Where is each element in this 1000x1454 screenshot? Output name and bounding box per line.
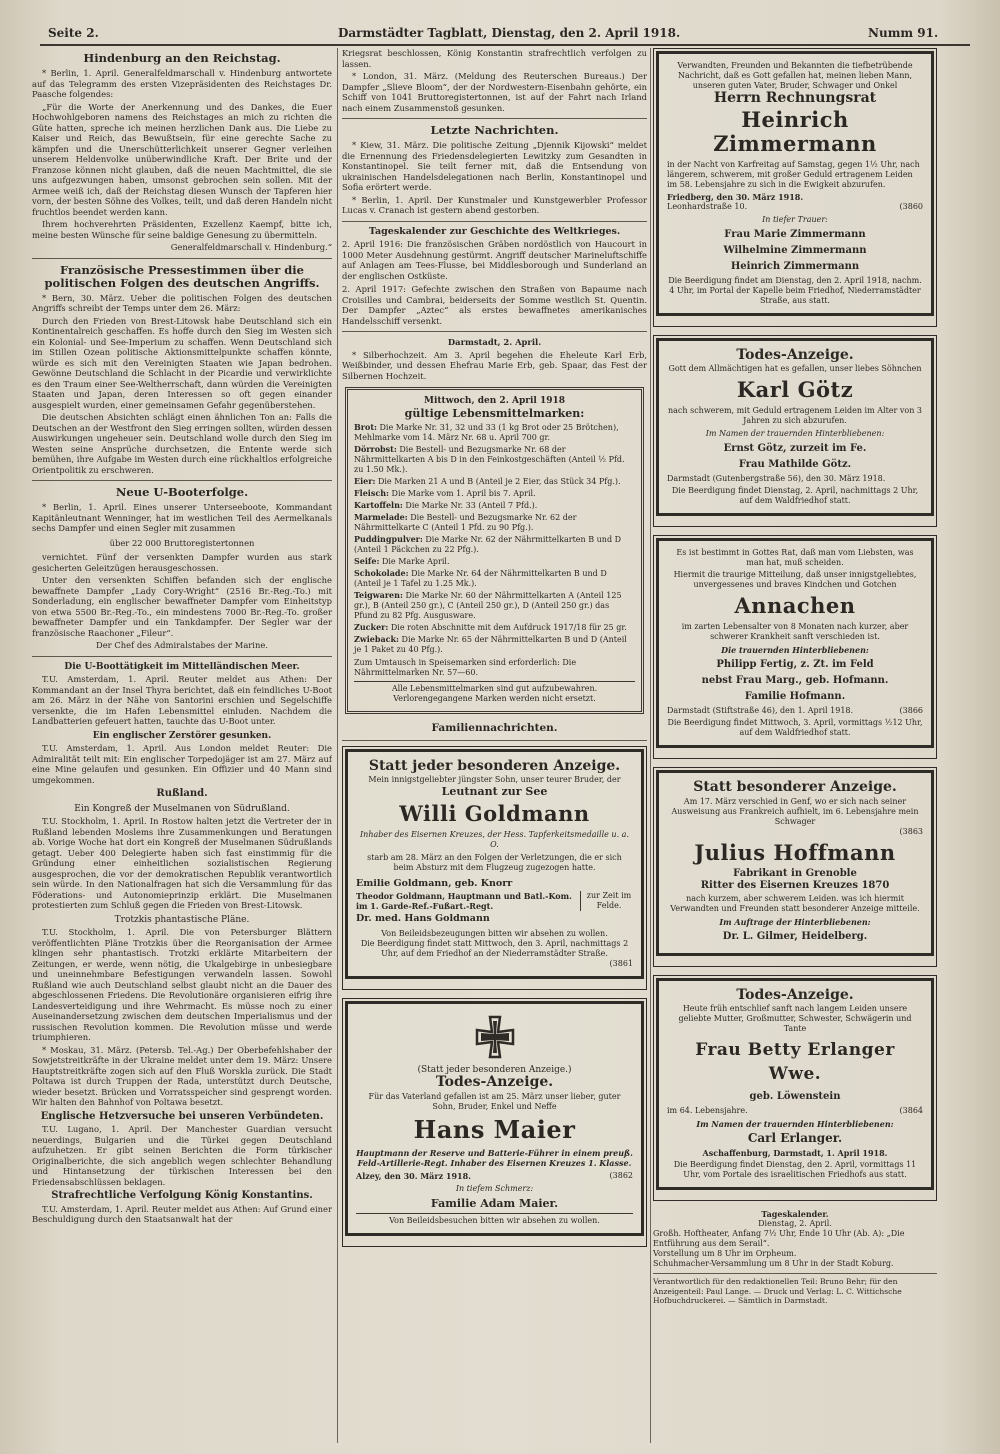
article-highlight: über 22 000 Bruttoregistertonnen bbox=[109, 537, 255, 548]
notice-pre: (Statt jeder besonderen Anzeige.) bbox=[417, 1065, 572, 1075]
article-heading: Neue U-Booterfolge. bbox=[115, 485, 249, 499]
calendar-item: 2. April 1916: Die französischen Gräben nordöstlich von Haucourt in 1000 Meter Ausdehnung gestürmt. Angriff deutscher Marineluftschiffe auf Anlagen am Tees-Flusse, bei Middlesborough und Sunderland an der englischen Ostküste. bbox=[342, 239, 647, 281]
food-row bbox=[354, 444, 635, 475]
death-notice-goldmann bbox=[342, 746, 647, 990]
article-paragraph: T.U. Amsterdam, 1. April. Aus London meldet Reuter: Die Admiralität teilt mit: Ein englischer Torpedojäger ist am 27. März auf eine Mine gelaufen und gesunken. Ein Offizier und 40 Mann sind umgekommen. bbox=[32, 743, 332, 785]
notice-desc: Inhaber des Eisernen Kreuzes, der Hess. Tapferkeitsmedaille u. a. O. bbox=[360, 829, 629, 849]
food-title: gültige Lebensmittelmarken: bbox=[404, 406, 585, 420]
notice-mourner: Dr. L. Gilmer, Heidelberg. bbox=[722, 930, 868, 942]
column-middle bbox=[342, 48, 647, 1448]
article-paragraph: T.U. Lugano, 1. April. Der Manchester Guardian versucht neuerdings, Bulgarien und die Türkei gegen Deutschland aufzuhetzen. Er gibt seinen Berichten die Form türkischer Originalberichte, die sich angeblich wegen schlechter Behandlung und Hintansetzung der türkischen Interessen bei den Friedensabschlüssen beklagen. bbox=[32, 1124, 332, 1187]
article-paragraph: T.U. Amsterdam, 1. April. Reuter meldet aus Athen: Der Kommandant an der Insel Thyra berichtet, daß ein feindliches U-Boot am 26. März in der Nähe von Santorini erschien und Segelschiffe versenkte, die im Hafen Lebensmittel einluden. Nachdem die Landbatterien gefeuert hatten, tauchte das U-Boot unter. bbox=[32, 674, 332, 726]
article-paragraph: * Berlin, 1. April. Eines unserer Unterseeboote, Kommandant Kapitänleutnant Wenninger, hat im westlichen Teil des Aermelkanals sechs Dampfer und einen Segler mit zusammen bbox=[32, 502, 332, 533]
notice-desc: Hauptmann der Reserve und Batterie-Führer in einem preuß. Feld-Artillerie-Regt. Inhaber des Eisernen Kreuzes 1. Klasse. bbox=[356, 1147, 633, 1168]
food-footer: Verlorengegangene Marken werden nicht ersetzt. bbox=[393, 694, 596, 703]
article-paragraph: * Berlin, 1. April. Der Kunstmaler und Kunstgewerbler Professor Lucas v. Cranach ist gestern abend gestorben. bbox=[342, 194, 647, 215]
notice-intro: Es ist bestimmt in Gottes Rat, daß man vom Liebsten, was man hat, muß scheiden. bbox=[676, 548, 914, 567]
masthead bbox=[0, 0, 1000, 40]
food-row bbox=[354, 422, 635, 443]
article-paragraph: T.U. Stockholm, 1. April. Die von Petersburger Blättern veröffentlichten Pläne Trotzkis über die Reorganisation der Armee klingen sehr phantastisch. Trotzki erklärte Mitarbeitern der Zeitungen, er werde, wenn nötig, die Ukalgebirge in unbesiegbare und uneinnehmbare Befestigungen verwandeln lassen. Sowohl Rußland wie auch Deutschland selbst glaubt nicht an die Dauer des abgeschlossenen Friedens. Die Revolutionäre organisieren eifrig ihre Landesverteidigung und ihre Wehrmacht. Es müsse noch zu einer Auseinandersetzung zwischen dem deutschen Imperialismus und der russischen Revolution kommen. Die Revolution müsse und werde triumphieren. bbox=[32, 927, 332, 1042]
daily-calendar-item: Großh. Hoftheater, Anfang 7½ Uhr, Ende 10 Uhr (Ab. A): „Die Entführung aus dem Serail“. bbox=[653, 1229, 905, 1248]
article-paragraph: Ihrem hochverehrten Präsidenten, Exzellenz Kaempf, bitte ich, meine besten Wünsche für seine baldige Genesung zu übermitteln. bbox=[32, 219, 332, 240]
notice-mourner: Heinrich Zimmermann bbox=[730, 260, 860, 272]
notice-number: (3860 bbox=[899, 201, 923, 211]
notice-title: Statt jeder besonderen Anzeige. bbox=[368, 757, 621, 774]
notice-place: Aschaffenburg, Darmstadt, 1. April 1918. bbox=[702, 1148, 888, 1158]
death-notice-maier bbox=[342, 998, 647, 1247]
notice-text: Hiermit die traurige Mitteilung, daß unser innigstgeliebtes, unvergessenes und braves Kindchen und Gotchen bbox=[673, 570, 917, 589]
food-row-key: Brot: bbox=[354, 421, 377, 432]
food-row-value: Die Marke vom 1. April bis 7. April. bbox=[391, 488, 536, 498]
notice-number: (3861 bbox=[609, 958, 633, 968]
article-paragraph: * London, 31. März. (Meldung des Reuterschen Bureaus.) Der Dampfer „Slieve Bloom“, der der Nordwestern-Eisenbahn gehörte, ein Schiff von 1041 Bruttoregistertonnen, ist auf der Fahrt nach Irland nach einem Zusammenstoß gesunken. bbox=[342, 71, 647, 113]
notice-number: (3862 bbox=[609, 1170, 633, 1180]
notice-mourner: Frau Mathilde Götz. bbox=[738, 459, 852, 470]
food-row bbox=[354, 622, 635, 633]
food-row-value: Die Marke Nr. 33 (Anteil 7 Pfd.). bbox=[405, 500, 538, 510]
notice-subtitle: geb. Löwenstein bbox=[749, 1091, 841, 1102]
section-heading-family: Familiennachrichten. bbox=[431, 721, 558, 734]
notice-grief: In tiefer Trauer: bbox=[762, 214, 828, 224]
article-subheading: Ein Kongreß der Muselmanen von Südrußland. bbox=[74, 803, 290, 814]
article-heading: Letzte Nachrichten. bbox=[430, 123, 559, 137]
article-paragraph: * Silberhochzeit. Am 3. April begehen die Eheleute Karl Erb, Weißbinder, und dessen Ehefrau Marie Erb, geb. Spaar, das Fest der Silbernen Hochzeit. bbox=[342, 349, 647, 381]
food-row-key: Puddingpulver: bbox=[354, 533, 423, 544]
notice-intro: Gott dem Allmächtigen hat es gefallen, unser liebes Söhnchen bbox=[668, 364, 922, 373]
death-notice-zimmermann bbox=[653, 48, 937, 327]
food-row-key: Seife: bbox=[354, 555, 380, 566]
notice-grief: In tiefem Schmerz: bbox=[455, 1183, 534, 1193]
notice-address: Leonhardstraße 10. bbox=[667, 201, 748, 211]
notice-side-note: zur Zeit im Felde. bbox=[580, 891, 633, 911]
notice-mourner: Carl Erlanger. bbox=[747, 1131, 843, 1145]
notice-text: nach kurzem, aber schwerem Leiden. was ich hiermit Verwandten und Freunden statt besonderer Anzeige mitteile. bbox=[670, 893, 920, 913]
food-row-value: Die Marke Nr. 31, 32 und 33 (1 kg Brot oder 25 Brötchen), Mehlmarke vom 14. März Nr. 68 u. April 700 gr. bbox=[354, 422, 619, 442]
notice-title: Todes-Anzeige. bbox=[736, 346, 854, 363]
food-row-value: Die Bestell- und Bezugsmarke Nr. 68 der Nährmittelkarten A bis D in den Feinkostgeschäften (Anteil ½ Pfd. zu 1.50 Mk.). bbox=[354, 444, 625, 474]
notice-mourner: Familie Hofmann. bbox=[744, 691, 846, 702]
notice-footer: Die Beerdigung findet Mittwoch, 3. April, vormittags ½12 Uhr, auf dem Waldfriedhof statt. bbox=[667, 718, 923, 737]
column-right bbox=[653, 48, 937, 1448]
article-heading: Ein englischer Zerstörer gesunken. bbox=[92, 730, 272, 741]
food-row-value: Die Marke April. bbox=[381, 556, 450, 566]
article-signature: Der Chef des Admiralstabes der Marine. bbox=[95, 640, 269, 650]
notice-mourner: Emilie Goldmann, geb. Knorr bbox=[356, 877, 513, 889]
food-row bbox=[354, 634, 635, 655]
calendar-item: 2. April 1917: Gefechte zwischen den Straßen von Bapaume nach Croisilles und Cambrai, beiderseits der Somme westlich St. Quentin. Der Dampfer „Aztec“ als erstes bewaffnetes amerikanisches Handelsschiff versenkt. bbox=[342, 284, 647, 326]
daily-calendar-heading: Tageskalender. bbox=[761, 1209, 829, 1219]
notice-grief: Im Namen der trauernden Hinterbliebenen: bbox=[705, 429, 885, 438]
food-row-value: Die Marke Nr. 62 der Nährmittelkarten B und D (Anteil 1 Päckchen zu 22 Pfg.). bbox=[354, 534, 622, 554]
article-heading: Rußland. bbox=[156, 788, 208, 799]
notice-place: Darmstadt (Stiftstraße 46), den 1. April 1918. bbox=[667, 706, 854, 715]
separator bbox=[342, 118, 647, 119]
food-row bbox=[354, 500, 635, 511]
food-row-value: Die Marken 21 A und B (Anteil je 2 Eier, das Stück 34 Pfg.). bbox=[377, 476, 621, 486]
notice-intro: Am 17. März verschied in Genf, wo er sich nach seiner Ausweisung aus Frankreich aufhielt, im 6. Lebensjahre mein Schwager bbox=[671, 796, 919, 826]
masthead-rule bbox=[40, 44, 970, 46]
notice-mourner: nebst Frau Marg., geb. Hofmann. bbox=[701, 675, 889, 686]
notice-footer: Von Beileidsbezeugungen bitten wir absehen zu wollen. bbox=[381, 928, 608, 938]
notice-age: im 64. Lebensjahre. bbox=[667, 1106, 748, 1115]
notice-name: Frau Betty Erlanger Wwe. bbox=[695, 1040, 895, 1084]
iron-cross-icon bbox=[473, 1015, 517, 1059]
article-paragraph: T.U. Stockholm, 1. April. In Rostow halten jetzt die Vertreter der in Rußland lebenden Moslems ihre Zusammenkungen und Beratungen ab. Vorige Woche hat dort ein Kongreß der Muselmanen Südrußlands getagt. Ueber 400 Delegierte haben sich fast einstimmig für die Gründung einer einheitlichen sozialistischen Regierung ausgesprochen, die vor der demokratischen Republik verantwortlich sein würde. In den Nationalfragen hat sich die Versammlung für das Föderations- und Autonomieprinzip erklärt. Die Muselmanen protestierten zum Schluß gegen die Frieden von Brest-Litowsk. bbox=[32, 816, 332, 910]
notice-name: Annachen bbox=[734, 593, 856, 618]
death-notice-goetz bbox=[653, 335, 937, 528]
notice-footer: Die Beerdigung findet statt Mittwoch, den 3. April, nachmittags 2 Uhr, auf dem Friedhof an der Niederramstädter Straße. bbox=[360, 938, 629, 958]
separator bbox=[32, 480, 332, 481]
separator bbox=[32, 656, 332, 657]
issue-number: Numm 91. bbox=[868, 26, 939, 40]
notice-title: Todes-Anzeige. bbox=[736, 986, 854, 1003]
daily-calendar-date: Dienstag, 2. April. bbox=[758, 1219, 832, 1228]
notice-mourner: Wilhelmine Zimmermann bbox=[723, 244, 867, 256]
food-row bbox=[354, 476, 635, 487]
notice-text: im zarten Lebensalter von 8 Monaten nach kurzer, aber schwerer Krankheit sanft verschieden ist. bbox=[681, 622, 909, 641]
article-paragraph: Die deutschen Absichten schlägt einen ähnlichen Ton an: Falls die Deutschen an der Westfront den Sieg erringen sollten, würden dessen Auswirkungen ungeheuer sein. Deutschland wolle durch den Sieg im Westen seine Ansprüche durchsetzen, die Entente werde sich bemühen, ihre Aufgabe im Westen durch eine rückhaltlos erfolgreiche Orientpolitik zu erschweren. bbox=[32, 412, 332, 475]
article-paragraph: * Kiew, 31. März. Die politische Zeitung „Djennik Kijowski“ meldet die Ernennung des Friedensdelegierten Lewitzky zum Gesandten in Konstantinopel. Sie teilt ferner mit, daß die Entsendung von ukrainischen Handelsdelegationen nach Berlin, Konstantinopel und Sofia erörtert werde. bbox=[342, 140, 647, 192]
food-row-key: Schokolade: bbox=[354, 567, 409, 578]
notice-family: Familie Adam Maier. bbox=[430, 1196, 559, 1210]
food-row-value: Die Marke Nr. 60 der Nährmittelkarten A (Anteil 125 gr.), B (Anteil 250 gr.), C (Anteil 250 gr.), D (Anteil 250 gr.) das Pfund zu 82 Pfg. Ausgusware. bbox=[354, 590, 622, 620]
notice-name: Karl Götz bbox=[736, 377, 854, 402]
food-row bbox=[354, 534, 635, 555]
article-heading: Hindenburg an den Reichstag. bbox=[83, 51, 281, 65]
imprint: Verantwortlich für den redaktionellen Teil: Bruno Behr; für den Anzeigenteil: Paul Lange. — Druck und Verlag: L. C. Wittichsche Hofbuchdruckerei. — Sämtlich in Darmstadt. bbox=[653, 1273, 937, 1306]
article-heading: Englische Hetzversuche bei unseren Verbündeten. bbox=[40, 1110, 324, 1122]
food-row-key: Marmelade: bbox=[354, 511, 408, 522]
notice-place: Darmstadt (Gutenbergstraße 56), den 30. März 1918. bbox=[667, 474, 886, 483]
food-row-key: Dörrobst: bbox=[354, 443, 397, 454]
article-paragraph: T.U. Amsterdam, 1. April. Reuter meldet aus Athen: Auf Grund einer Beschuldigung durch den Staatsanwalt hat der bbox=[32, 1203, 332, 1224]
food-date: Mittwoch, den 2. April 1918 bbox=[424, 396, 565, 406]
food-row bbox=[354, 488, 635, 499]
death-notice-erlanger bbox=[653, 975, 937, 1202]
food-row-value: Die Marke Nr. 64 der Nährmittelkarten B und D (Anteil je 1 Tafel zu 1.25 Mk.). bbox=[354, 568, 607, 588]
article-paragraph: Kriegsrat beschlossen, König Konstantin strafrechtlich verfolgen zu lassen. bbox=[342, 48, 647, 69]
notice-name: Heinrich Zimmermann bbox=[713, 106, 877, 156]
page-number: Seite 2. bbox=[48, 26, 99, 40]
calendar-heading: Tageskalender zur Geschichte des Weltkrieges. bbox=[368, 225, 621, 237]
notice-text: in der Nacht von Karfreitag auf Samstag, gegen 1½ Uhr, nach längerem, schwerem, mit großer Geduld ertragenem Leiden im 58. Lebensjahre zu sich in die Ewigkeit abzurufen. bbox=[667, 159, 920, 189]
daily-calendar-item: Vorstellung um 8 Uhr im Orpheum. bbox=[653, 1249, 797, 1258]
food-row-key: Zucker: bbox=[354, 621, 389, 632]
article-paragraph: * Moskau, 31. März. (Petersb. Tel.-Ag.) Der Oberbefehlshaber der Sowjetstreitkräfte in der Ukraine meldet unter dem 19. März: Unsere Hauptstreitkräfte zogen sich auf den Fluß Worskla zurück. Die Stadt Poltawa ist durch Truppen der Rada, unterstützt durch Deutsche, wieder besetzt. Brücken und Vorratsspeicher sind gesprengt worden. Wir halten den Bahnhof von Poltawa besetzt. bbox=[32, 1044, 332, 1107]
notice-place: Friedberg, den 30. März 1918. bbox=[667, 191, 804, 202]
notice-mourner: Ernst Götz, zurzeit im Fe. bbox=[723, 443, 867, 454]
separator bbox=[342, 221, 647, 222]
notice-intro: Heute früh entschlief sanft nach langem Leiden unsere geliebte Mutter, Großmutter, Schwester, Schwägerin und Tante bbox=[678, 1004, 912, 1033]
daily-calendar bbox=[653, 1209, 937, 1269]
notice-mourner: Theodor Goldmann, Hauptmann und Batl.-Kom. im 1. Garde-Ref.-Fußart.-Regt. bbox=[356, 890, 572, 911]
notice-footer: Die Beerdigung findet Dienstag, den 2. April, vormittags 11 Uhr, vom Portale des israelitischen Friedhofs aus statt. bbox=[673, 1160, 917, 1179]
local-dateline: Darmstadt, 2. April. bbox=[447, 337, 542, 347]
food-row bbox=[354, 590, 635, 621]
notice-title: Todes-Anzeige. bbox=[435, 1074, 554, 1090]
separator bbox=[342, 331, 647, 332]
notice-mourner: Dr. med. Hans Goldmann bbox=[356, 912, 490, 924]
notice-rank: Leutnant zur See bbox=[441, 785, 548, 798]
notice-number: (3866 bbox=[899, 706, 923, 715]
notice-number: (3864 bbox=[899, 1106, 923, 1115]
death-notice-annachen bbox=[653, 535, 937, 759]
article-paragraph: „Für die Worte der Anerkennung und des Dankes, die Euer Hochwohlgeboren namens des Reichstages an mich zu richten die Güte hatten, spreche ich meinen herzlichen Dank aus. Die Liebe zu Kaiser und Reich, das Bewußtsein, für eine gerechte Sache zu kämpfen und die Unerschütterlichkeit unserer Gegner verleihen unserem Heldenvolke unüberwindliche Kraft. Der Brite und der Franzose können nicht glauben, daß die neuen Machtmittel, die sie uns aufgezwungen haben, umsonst gebrochen sein sollen. Mit der Armee weiß ich, daß der Reichstag diesen Wunsch der Tapferen hier vorn, der besten Söhne des Volkes, teilt, und daß deren Handeln nicht fruchtlos beendet werden kann. bbox=[32, 101, 332, 217]
food-row-key: Fleisch: bbox=[354, 487, 389, 498]
notice-subtitle: Fabrikant in Grenoble bbox=[733, 867, 857, 879]
notice-text: starb am 28. März an den Folgen der Verletzungen, die er sich beim Absturz mit dem Flugzeug zugezogen hatte. bbox=[367, 852, 622, 872]
article-heading: Französische Pressestimmen über die politischen Folgen des deutschen Angriffs. bbox=[44, 262, 320, 290]
notice-grief: Die trauernden Hinterbliebenen: bbox=[721, 645, 869, 655]
notice-place: Alzey, den 30. März 1918. bbox=[356, 1170, 471, 1181]
notice-name: Hans Maier bbox=[413, 1114, 576, 1144]
column-rule bbox=[650, 48, 651, 1443]
food-row-value: Die roten Abschnitte mit dem Aufdruck 1917/18 für 25 gr. bbox=[390, 622, 627, 632]
paper-title-date: Darmstädter Tagblatt, Dienstag, den 2. April 1918. bbox=[338, 26, 681, 40]
column-left bbox=[32, 48, 332, 1448]
article-subheading: Trotzkis phantastische Pläne. bbox=[114, 914, 250, 925]
notice-grief: Im Namen der trauernden Hinterbliebenen: bbox=[696, 1119, 894, 1129]
notice-number: (3863 bbox=[899, 826, 923, 836]
death-notice-hoffmann bbox=[653, 767, 937, 967]
food-row-key: Kartoffeln: bbox=[354, 499, 403, 510]
notice-footer: Von Beileidsbesuchen bitten wir absehen zu wollen. bbox=[356, 1213, 633, 1226]
article-paragraph: vernichtet. Fünf der versenkten Dampfer wurden aus stark gesicherten Geleitzügen herausgeschossen. bbox=[32, 552, 332, 573]
notice-subtitle: Ritter des Eisernen Kreuzes 1870 bbox=[700, 880, 890, 891]
food-row-value: Die Bestell- und Bezugsmarke Nr. 62 der Nährmittelkarte C (Anteil 1 Pfd. zu 90 Pfg.). bbox=[354, 512, 577, 532]
notice-name: Willi Goldmann bbox=[399, 800, 590, 826]
food-stamps-box bbox=[345, 387, 644, 714]
notice-mourner: Frau Marie Zimmermann bbox=[724, 228, 866, 240]
food-note: Zum Umtausch in Speisemarken sind erforderlich: Die Nährmittelmarken Nr. 57—60. bbox=[354, 657, 577, 677]
notice-title: Statt besonderer Anzeige. bbox=[693, 779, 897, 795]
notice-grief: Im Auftrage der Hinterbliebenen: bbox=[719, 916, 871, 927]
food-row-key: Eier: bbox=[354, 475, 376, 486]
article-paragraph: Durch den Frieden von Brest-Litowsk habe Deutschland sich ein Kontinentalreich geschaffen. Es hoffe durch den Sieg im Westen sich ein Kolonial- und See-Imperium zu schaffen. Wenn Deutschland sich im Stillen Ozean politische Aktionsmittelpunkte schaffen könnte, würde es sich mit den Vereinigten Staaten wie Japan bedrohen. Gewönne Deutschland die Schlacht in der Picardie und verwirklichte es den Traum einer See-Weltherrschaft, dann würden die Vereinigten Staaten und Japan, deren Interessen so oft gegen einander ausgespielt wurden, einer gemeinsamen Gefahr gegenüberstehen. bbox=[32, 315, 332, 410]
notice-footer: Die Beerdigung findet Dienstag, 2. April, nachmittags 2 Uhr, auf dem Waldfriedhof statt. bbox=[671, 486, 919, 505]
article-signature: Generalfeldmarschall v. Hindenburg.“ bbox=[170, 242, 332, 252]
notice-mourner: Philipp Fertig, z. Zt. im Feld bbox=[716, 659, 874, 670]
article-heading: Die U-Boottätigkeit im Mittelländischen Meer. bbox=[64, 661, 300, 672]
separator bbox=[32, 258, 332, 259]
notice-name: Julius Hoffmann bbox=[694, 839, 896, 865]
food-footer: Alle Lebensmittelmarken sind gut aufzubewahren. bbox=[391, 683, 598, 693]
food-row bbox=[354, 556, 635, 567]
notice-footer: Die Beerdigung findet am Dienstag, den 2. April 1918, nachm. 4 Uhr, im Portal der Kapelle beim Friedhof, Niederramstädter Straße, aus statt. bbox=[668, 275, 922, 305]
food-row bbox=[354, 568, 635, 589]
article-paragraph: * Berlin, 1. April. Generalfeldmarschall v. Hindenburg antwortete auf das Telegramm des ersten Vizepräsidenten des Reichstages Dr. Paasche folgendes: bbox=[32, 68, 332, 99]
notice-text: nach schwerem, mit Geduld ertragenem Leiden im Alter von 3 Jahren zu sich abzurufen. bbox=[667, 406, 923, 425]
notice-intro: Verwandten, Freunden und Bekannten die tiefbetrübende Nachricht, daß es Gott gefallen hat, meinen lieben Mann, unseren guten Vater, Bruder, Schwager und Onkel bbox=[677, 61, 913, 90]
article-heading: Strafrechtliche Verfolgung König Konstantins. bbox=[51, 1190, 313, 1201]
food-row bbox=[354, 512, 635, 533]
daily-calendar-item: Schuhmacher-Versammlung um 8 Uhr in der Stadt Koburg. bbox=[653, 1259, 894, 1268]
food-row-value: Die Marke Nr. 65 der Nährmittelkarten B und D (Anteil je 1 Paket zu 40 Pfg.). bbox=[354, 634, 627, 654]
column-rule bbox=[337, 48, 338, 1443]
notice-intro: Mein innigstgeliebter jüngster Sohn, unser teurer Bruder, der bbox=[368, 775, 621, 784]
article-paragraph: Unter den versenkten Schiffen befanden sich der englische bewaffnete Dampfer „Lady Cory-Wright“ (2516 Br.-Reg.-To.) mit Sonderladung, ein englischer bewaffneter Dampfer vom Einheitstyp von etwa 5500 Br.-Reg.-To., ein mindestens 7000 Br.-Reg.-To. großer bewaffneter Dampfer und ein Tankdampfer. Der Segler war der französische Raachoner „Fileur“. bbox=[32, 575, 332, 638]
separator bbox=[342, 740, 647, 741]
food-row-key: Teigwaren: bbox=[354, 589, 403, 600]
notice-intro: Für das Vaterland gefallen ist am 25. März unser lieber, guter Sohn, Bruder, Enkel und Neffe bbox=[368, 1091, 621, 1111]
notice-title: Herrn Rechnungsrat bbox=[713, 90, 877, 106]
article-paragraph: * Bern, 30. März. Ueber die politischen Folgen des deutschen Angriffs schreibt der Temps unter dem 26. März: bbox=[32, 292, 332, 313]
food-row-key: Zwieback: bbox=[354, 633, 399, 644]
